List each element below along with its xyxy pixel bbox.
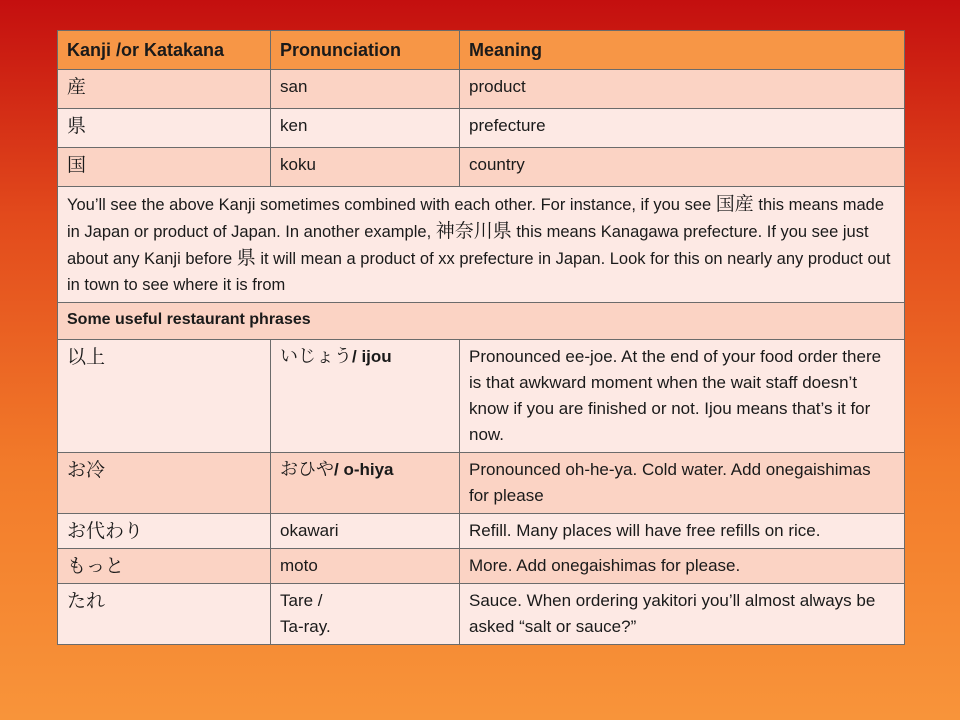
table-row (58, 109, 905, 148)
meaning-cell: Pronounced ee-joe. At the end of your food order there is that awkward moment when the wait staff doesn’t know if you are finished or not. Ijou means that’s it for now. (460, 340, 905, 453)
pronunciation-cell (271, 453, 460, 514)
note-text: it will mean a product of xx prefecture in Japan. Look for this on nearly any product out in town to see where it is from (67, 250, 891, 294)
section-title: Some useful restaurant phrases (58, 303, 905, 340)
romaji-text: / ijou (352, 347, 392, 366)
note-kanji: 神奈川県 (435, 220, 512, 242)
pronunciation-cell: san (271, 70, 460, 109)
note-kanji: 県 (236, 247, 256, 269)
table-row (58, 148, 905, 187)
kanji-cell: 産 (58, 70, 271, 109)
pronunciation-cell: okawari (271, 514, 460, 549)
romaji-text: / o-hiya (334, 460, 394, 479)
meaning-cell: Pronounced oh-he-ya. Cold water. Add onegaishimas for please (460, 453, 905, 514)
table-row (58, 514, 905, 549)
note-kanji: 国産 (715, 193, 754, 215)
kanji-cell: 以上 (58, 340, 271, 453)
table-row (58, 549, 905, 584)
header-meaning: Meaning (460, 31, 905, 70)
meaning-cell: Sauce. When ordering yakitori you’ll almost always be asked “salt or sauce?” (460, 584, 905, 645)
pronunciation-cell: moto (271, 549, 460, 584)
meaning-cell: country (460, 148, 905, 187)
pronunciation-cell: ken (271, 109, 460, 148)
kanji-combination-note (58, 187, 905, 303)
kanji-cell: お冷 (58, 453, 271, 514)
pronunciation-line: Tare / (280, 591, 323, 610)
note-text: this means Kanagawa prefecture. If you see just about any Kanji before (67, 223, 869, 268)
note-row (58, 187, 905, 303)
pronunciation-line: Ta-ray. (280, 617, 331, 636)
kanji-cell: もっと (58, 549, 271, 584)
pronunciation-cell (271, 340, 460, 453)
pronunciation-cell: koku (271, 148, 460, 187)
note-text: this means made in Japan or product of Japan. In another example, (67, 196, 885, 241)
meaning-cell: product (460, 70, 905, 109)
meaning-cell: More. Add onegaishimas for please. (460, 549, 905, 584)
meaning-cell: Refill. Many places will have free refills on rice. (460, 514, 905, 549)
phrase-table (57, 30, 905, 645)
table-row (58, 340, 905, 453)
table-header-row (58, 31, 905, 70)
kana-text: おひや (280, 459, 334, 480)
kanji-cell: 県 (58, 109, 271, 148)
table-row (58, 584, 905, 645)
kanji-cell: 国 (58, 148, 271, 187)
kanji-cell: たれ (58, 584, 271, 645)
section-row (58, 303, 905, 340)
header-kanji: Kanji /or Katakana (58, 31, 271, 70)
meaning-cell: prefecture (460, 109, 905, 148)
table-row (58, 70, 905, 109)
kanji-cell: お代わり (58, 514, 271, 549)
kana-text: いじょう (280, 346, 352, 367)
note-text: You’ll see the above Kanji sometimes combined with each other. For instance, if you see (67, 196, 716, 214)
header-pronunciation: Pronunciation (271, 31, 460, 70)
table-row (58, 453, 905, 514)
pronunciation-cell (271, 584, 460, 645)
